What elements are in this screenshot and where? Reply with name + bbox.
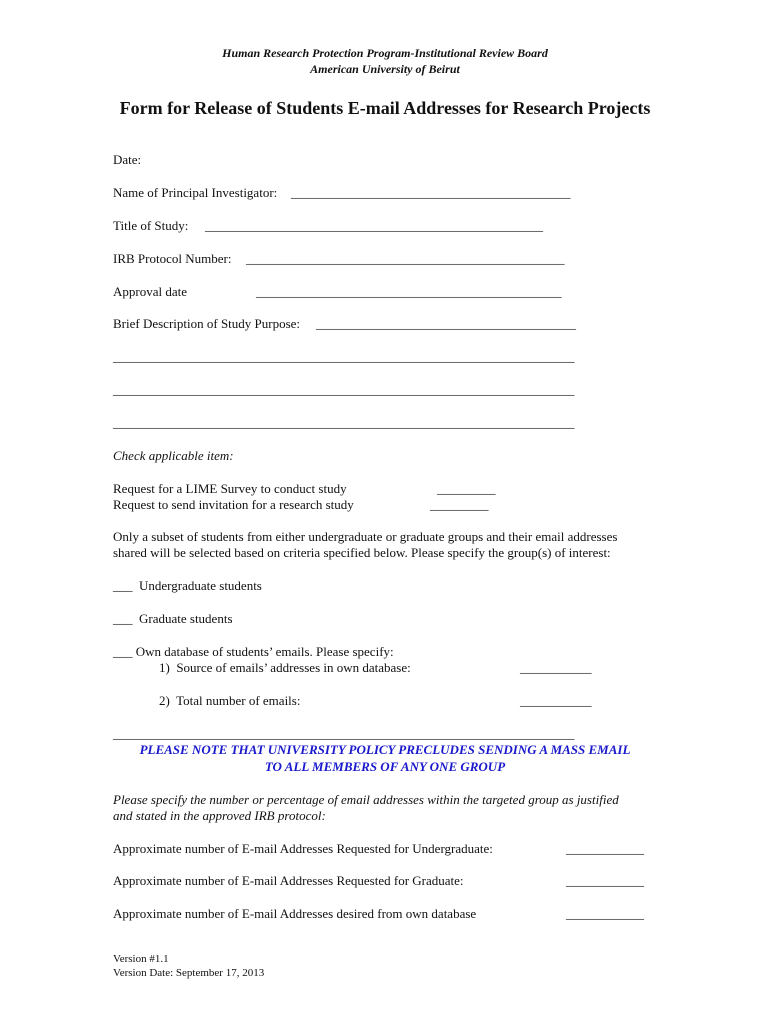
form-title: Form for Release of Students E-mail Addresses for Research Projects: [119, 98, 651, 118]
check-heading: Check applicable item:: [113, 448, 234, 463]
grad-request-label: Approximate number of E-mail Addresses Requested for Graduate:: [113, 873, 464, 888]
approval-date-field[interactable]: _______________________________________________: [256, 284, 562, 299]
version-number: Version #1.1: [113, 953, 169, 965]
irb-label: IRB Protocol Number:: [113, 251, 232, 266]
purpose-blank-line[interactable]: _______________________________________________________________________: [113, 415, 575, 430]
own-database-option[interactable]: ___ Own database of students’ emails. Please specify:: [113, 644, 394, 659]
pi-field[interactable]: ___________________________________________: [291, 185, 571, 200]
specify-instructions-line-2: and stated in the approved IRB protocol:: [113, 808, 326, 823]
grad-request-field[interactable]: ____________: [566, 873, 644, 888]
policy-notice-line-2: TO ALL MEMBERS OF ANY ONE GROUP: [264, 759, 506, 774]
subset-paragraph-line-2: shared will be selected based on criteria specified below. Please specify the group(s) of interest:: [113, 545, 611, 560]
purpose-field[interactable]: ________________________________________: [316, 316, 576, 331]
date-label: Date:: [113, 152, 142, 167]
specify-instructions-line-1: Please specify the number or percentage of email addresses within the targeted group as justified: [113, 792, 619, 807]
irb-field[interactable]: _________________________________________________: [246, 251, 565, 266]
source-emails-label: 1) Source of emails’ addresses in own database:: [159, 660, 411, 675]
own-database-request-field[interactable]: ____________: [566, 906, 644, 921]
section-divider: _______________________________________________________________________: [113, 726, 575, 741]
undergraduate-option[interactable]: ___ Undergraduate students: [113, 578, 262, 593]
total-emails-label: 2) Total number of emails:: [159, 693, 301, 708]
source-emails-field[interactable]: ___________: [520, 660, 592, 675]
purpose-blank-line[interactable]: _______________________________________________________________________: [113, 349, 575, 364]
approval-date-label: Approval date: [113, 284, 188, 299]
pi-label: Name of Principal Investigator:: [113, 185, 278, 200]
invitation-field[interactable]: _________: [430, 497, 489, 512]
subset-paragraph-line-1: Only a subset of students from either undergraduate or graduate groups and their email addresses: [113, 529, 618, 544]
purpose-blank-line[interactable]: _______________________________________________________________________: [113, 382, 575, 397]
lime-survey-field[interactable]: _________: [437, 481, 496, 496]
undergrad-request-label: Approximate number of E-mail Addresses Requested for Undergraduate:: [113, 841, 493, 856]
undergrad-request-field[interactable]: ____________: [566, 841, 644, 856]
study-title-label: Title of Study:: [113, 218, 189, 233]
own-database-request-label: Approximate number of E-mail Addresses desired from own database: [113, 906, 477, 921]
purpose-label: Brief Description of Study Purpose:: [113, 316, 301, 331]
header-line-2: American University of Beirut: [310, 62, 460, 76]
study-title-field[interactable]: ____________________________________________________: [205, 218, 543, 233]
policy-notice-line-1: PLEASE NOTE THAT UNIVERSITY POLICY PRECLUDES SENDING A MASS EMAIL: [139, 742, 631, 757]
invitation-label: Request to send invitation for a research study: [113, 497, 354, 512]
header-line-1: Human Research Protection Program-Institutional Review Board: [222, 46, 548, 60]
lime-survey-label: Request for a LIME Survey to conduct study: [113, 481, 347, 496]
graduate-option[interactable]: ___ Graduate students: [113, 611, 233, 626]
version-date: Version Date: September 17, 2013: [113, 967, 265, 979]
total-emails-field[interactable]: ___________: [520, 693, 592, 708]
